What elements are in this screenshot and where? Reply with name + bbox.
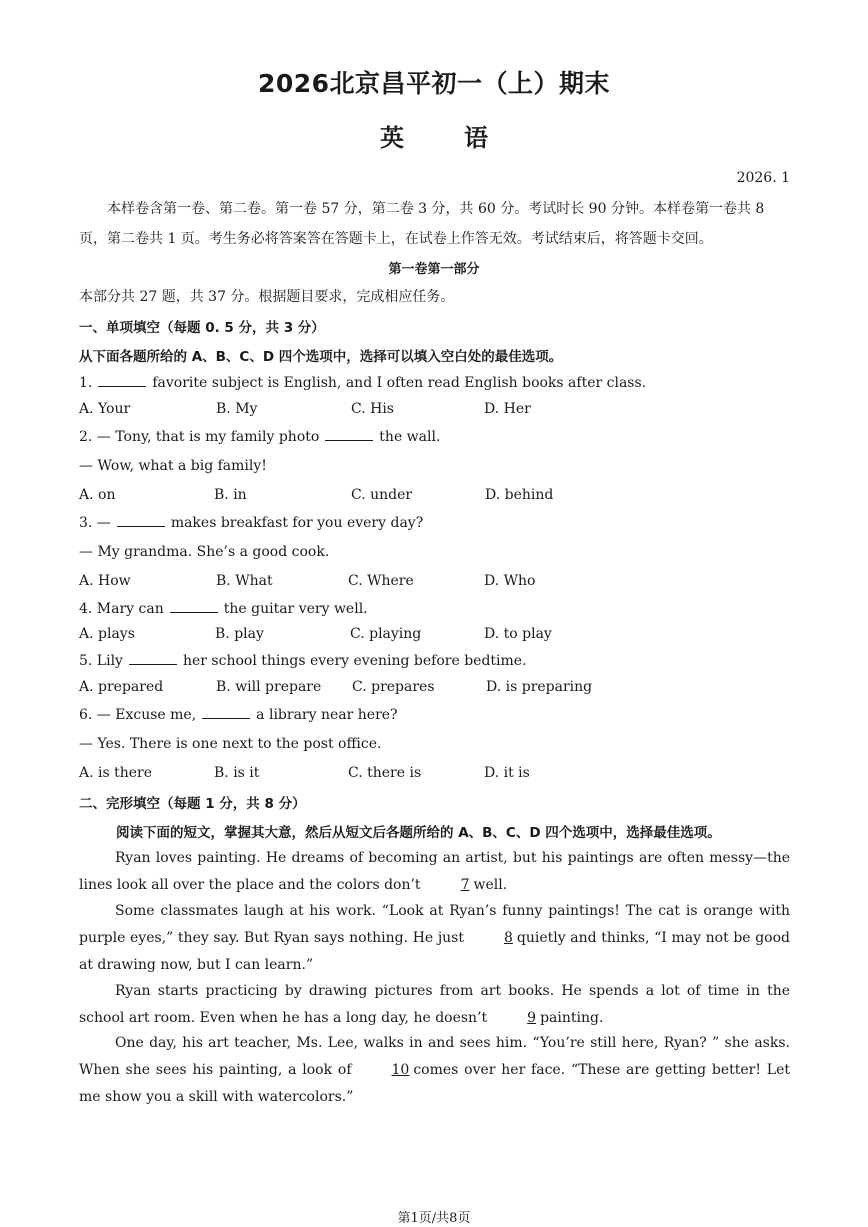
cloze-blank-10: 10 [391,1062,410,1078]
section2-instruction: 阅读下面的短文，掌握其大意，然后从短文后各题所给的 A、B、C、D 四个选项中，选择最佳选项。 [116,825,721,841]
question-4-pre: 4. Mary can [79,601,164,617]
question-5 [79,652,527,669]
q6-option-a: A. is there [79,765,153,781]
q2-option-a: A. on [79,487,116,503]
question-4-post: the guitar very well. [223,601,368,617]
answer-blank [202,706,250,719]
q6-option-c: C. there is [348,765,422,781]
exam-intro: 本样卷含第一卷、第二卷。第一卷 57 分，第二卷 3 分，共 60 分。考试时长 90 分钟。本样卷第一卷共 8 页，第二卷共 1 页。考生务必将答案答在答题卡上，在试卷上作答无效。考试结束后，将答题卡交回。 [79,201,765,247]
exam-date: 2026. 1 [736,170,790,186]
page-title: 2026北京昌平初一（上）期末 [257,69,611,98]
answer-blank [98,374,146,387]
question-6 [79,706,398,723]
q4-option-b: B. play [215,626,264,642]
q3-option-d: D. Who [484,573,536,589]
cloze-paragraph-1 [79,845,790,899]
question-2-post: the wall. [379,429,441,445]
answer-blank [117,514,165,527]
part-note: 本部分共 27 题，共 37 分。根据题目要求，完成相应任务。 [79,289,455,305]
cloze-blank-8: 8 [504,930,513,946]
question-5-pre: 5. Lily [79,653,123,669]
cloze-text: Ryan starts practicing by drawing pictures from art books. He spends a lot of time in the school art room. Even when he has a long day, he doesn’t [79,983,790,1026]
answer-blank [170,600,218,613]
q4-option-a: A. plays [79,626,135,642]
cloze-text: well. [473,877,508,893]
cloze-paragraph-3 [79,978,790,1032]
question-6-pre: 6. — Excuse me, [79,707,197,723]
subject-title: 英语 [380,124,548,152]
q1-option-d: D. Her [484,401,531,417]
answer-blank [129,652,177,665]
question-1 [79,374,646,391]
q5-option-c: C. prepares [352,679,435,695]
question-6-reply: — Yes. There is one next to the post office. [79,736,382,752]
cloze-blank-9: 9 [527,1010,537,1026]
question-6-post: a library near here? [256,707,398,723]
q6-option-d: D. it is [484,765,530,781]
q1-option-c: C. His [351,401,394,417]
q2-option-b: B. in [214,487,247,503]
q3-option-a: A. How [79,573,131,589]
q4-option-d: D. to play [484,626,552,642]
q5-option-b: B. will prepare [216,679,322,695]
question-3-post: makes breakfast for you every day? [170,515,424,531]
cloze-text: painting. [540,1010,604,1026]
q4-option-c: C. playing [350,626,422,642]
cloze-blank-7: 7 [460,877,470,893]
q3-option-c: C. Where [348,573,414,589]
cloze-text: One day, his art teacher, Ms. Lee, walks in and sees him. “You’re still here, Ryan? ” she asks. When she sees his painting, a look of [79,1035,790,1078]
question-4 [79,600,368,617]
q6-option-b: B. is it [214,765,260,781]
question-3 [79,514,423,531]
cloze-text: comes over her face. “These are getting better! Let me show you a skill with watercolors.” [79,1062,791,1105]
cloze-paragraph-2 [79,898,790,979]
question-3-reply: — My grandma. She’s a good cook. [79,544,330,560]
section1-heading: 一、单项填空（每题 0. 5 分，共 3 分） [79,320,325,336]
q2-option-c: C. under [351,487,413,503]
section2-heading: 二、完形填空（每题 1 分，共 8 分） [79,796,306,812]
question-5-post: her school things every evening before bedtime. [182,653,527,669]
question-3-pre: 3. — [79,515,111,531]
q1-option-a: A. Your [79,401,131,417]
cloze-text: quietly and thinks, “I may not be good at drawing now, but I can learn.” [79,930,790,973]
question-2-pre: 2. — Tony, that is my family photo [79,429,320,445]
q1-option-b: B. My [216,401,258,417]
page-number: 第1页/共8页 [397,1211,471,1226]
cloze-text: Some classmates laugh at his work. “Look at Ryan’s funny paintings! The cat is orange with purple eyes,” they say. But Ryan says nothing. He just [79,903,790,946]
section1-instruction: 从下面各题所给的 A、B、C、D 四个选项中，选择可以填入空白处的最佳选项。 [79,349,563,365]
q2-option-d: D. behind [485,487,554,503]
part-heading: 第一卷第一部分 [388,262,480,277]
cloze-text: Ryan loves painting. He dreams of becoming an artist, but his paintings are often messy—the lines look all over the place and the colors don’t [79,850,790,893]
answer-blank [325,428,373,441]
q5-option-d: D. is preparing [486,679,593,695]
q3-option-b: B. What [216,573,273,589]
question-2 [79,428,440,445]
question-1-post: favorite subject is English, and I often read English books after class. [152,375,647,391]
question-1-pre: 1. [79,375,93,391]
cloze-paragraph-4 [79,1030,790,1111]
question-2-reply: — Wow, what a big family! [79,458,267,474]
q5-option-a: A. prepared [79,679,164,695]
